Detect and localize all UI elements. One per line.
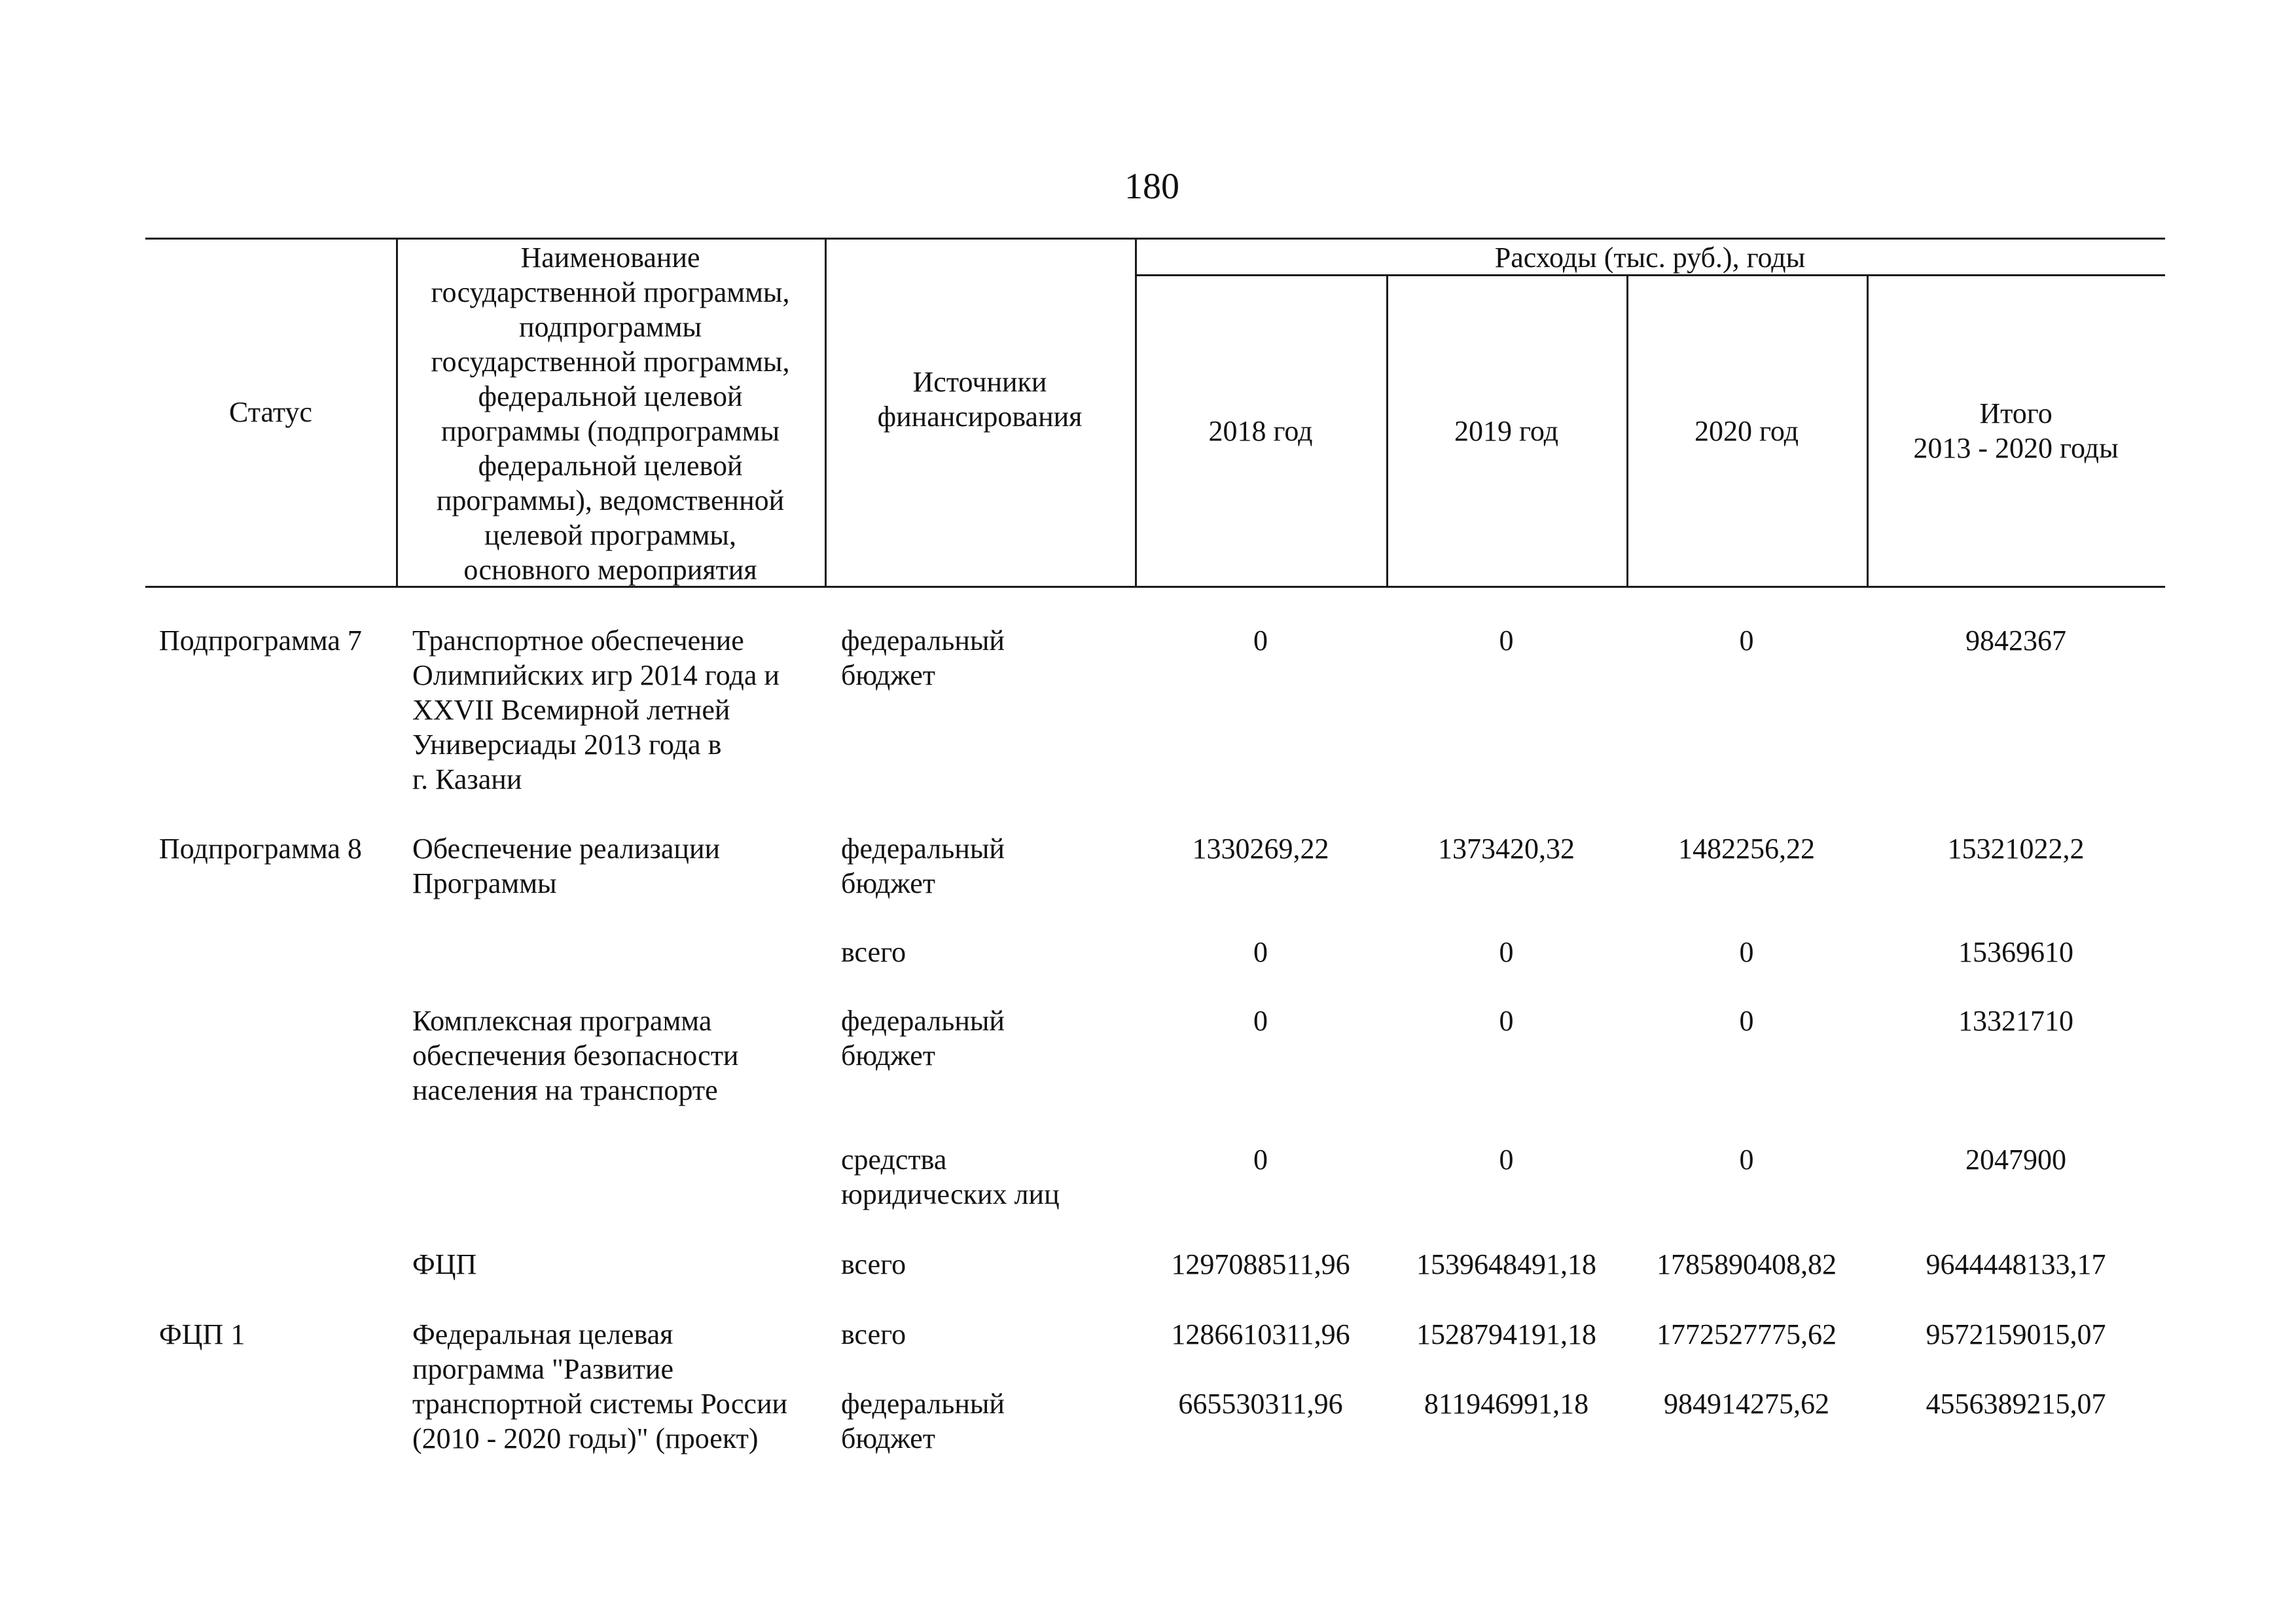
row-value-2018: 1330269,22: [1192, 833, 1329, 865]
row-value-2020: 1785890408,82: [1657, 1248, 1837, 1280]
row-value-2020: 0: [1739, 1005, 1754, 1037]
row-value-2020: 984914275,62: [1664, 1388, 1829, 1420]
row-name: Комплексная программа обеспечения безопасности населения на транспорте: [412, 1005, 739, 1106]
table-top-border: [145, 238, 2165, 240]
row-value-2019: 811946991,18: [1424, 1388, 1589, 1420]
page-number: 180: [1124, 166, 1179, 207]
header-year-2019: 2019 год: [1454, 415, 1559, 447]
row-value-2020: 1772527775,62: [1657, 1318, 1837, 1350]
row-source: всего: [841, 1318, 906, 1350]
row-value-total: 9572159015,07: [1926, 1318, 2106, 1350]
header-year-2018: 2018 год: [1208, 415, 1313, 447]
row-value-2019: 0: [1499, 624, 1514, 657]
row-value-total: 9644448133,17: [1926, 1248, 2106, 1280]
row-value-2018: 1286610311,96: [1171, 1318, 1350, 1350]
row-value-2018: 0: [1253, 624, 1268, 657]
row-value-2018: 1297088511,96: [1171, 1248, 1350, 1280]
row-value-2018: 665530311,96: [1178, 1388, 1343, 1420]
row-source: федеральный бюджет: [841, 624, 1005, 691]
row-value-total: 2047900: [1965, 1144, 2066, 1176]
header-sources: Источники финансирования: [877, 366, 1083, 433]
row-source: всего: [841, 1248, 906, 1280]
row-value-2018: 0: [1253, 1005, 1268, 1037]
row-name: Транспортное обеспечение Олимпийских игр 2014 года и XXVII Всемирной летней Универсиады 2013 года в г. Казани: [412, 624, 780, 795]
row-status: Подпрограмма 7: [159, 624, 362, 657]
row-value-total: 4556389215,07: [1926, 1388, 2106, 1420]
header-status: Статус: [228, 396, 313, 428]
row-value-2019: 1539648491,18: [1416, 1248, 1596, 1280]
row-value-2020: 0: [1739, 936, 1754, 968]
row-value-2018: 0: [1253, 936, 1268, 968]
row-source: федеральный бюджет: [841, 1388, 1005, 1454]
row-status: ФЦП 1: [159, 1318, 245, 1350]
row-source: федеральный бюджет: [841, 1005, 1005, 1072]
row-value-2019: 1373420,32: [1438, 833, 1575, 865]
row-value-total: 15321022,2: [1947, 833, 2085, 865]
row-source: средства юридических лиц: [841, 1144, 1060, 1210]
row-value-2020: 1482256,22: [1678, 833, 1815, 865]
header-expenses: Расходы (тыс. руб.), годы: [1494, 242, 1806, 274]
row-name: Обеспечение реализации Программы: [412, 833, 721, 899]
header-total: Итого 2013 - 2020 годы: [1913, 397, 2119, 464]
column-divider-source: [1135, 238, 1137, 588]
row-source: всего: [841, 936, 906, 968]
row-value-total: 15369610: [1958, 936, 2073, 968]
row-status: Подпрограмма 8: [159, 833, 362, 865]
row-value-total: 9842367: [1965, 624, 2066, 657]
row-value-2019: 0: [1499, 1005, 1514, 1037]
row-name: ФЦП: [412, 1248, 477, 1280]
row-value-2019: 0: [1499, 1144, 1514, 1176]
row-value-2018: 0: [1253, 1144, 1268, 1176]
row-value-total: 13321710: [1958, 1005, 2073, 1037]
header-year-2020: 2020 год: [1694, 415, 1799, 447]
row-source: федеральный бюджет: [841, 833, 1005, 899]
row-value-2020: 0: [1739, 624, 1754, 657]
row-value-2019: 0: [1499, 936, 1514, 968]
row-name: Федеральная целевая программа "Развитие транспортной системы России (2010 - 2020 годы)" (проект): [412, 1318, 788, 1454]
row-value-2019: 1528794191,18: [1416, 1318, 1596, 1350]
header-name: Наименование государственной программы, подпрограммы государственной программы, федеральной целевой программы (подпрограммы федеральной целевой программы), ведомственной целевой программы, основного мероприятия: [431, 242, 790, 586]
row-value-2020: 0: [1739, 1144, 1754, 1176]
